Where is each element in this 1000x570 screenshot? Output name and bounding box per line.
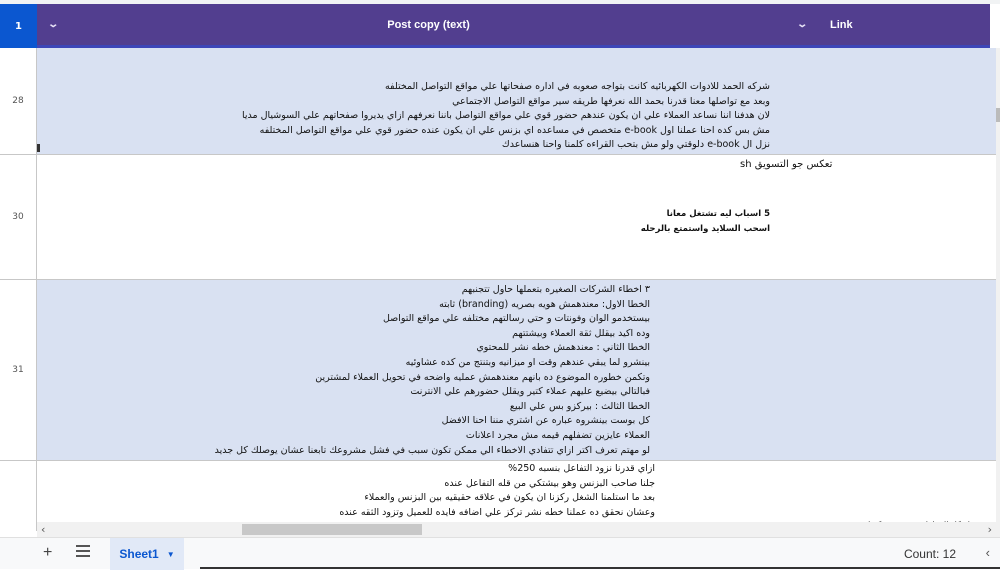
cell-text: sh تعكس جو التسويق <box>740 159 833 170</box>
row-number[interactable]: 28 <box>0 48 37 154</box>
sheet-tab-label: Sheet1 <box>119 547 159 561</box>
post-copy-cell[interactable] <box>37 155 820 279</box>
horizontal-scrollbar[interactable] <box>37 522 1000 537</box>
text-line: كل بوست بينشروه عباره عن اشتري مننا احنا الافضل <box>441 415 650 427</box>
table-row <box>0 461 1000 531</box>
cell-text <box>215 283 650 458</box>
text-line: الخطا الاول: معندهمش هويه بصريه (branding) ثابته <box>439 298 650 310</box>
fill-handle[interactable] <box>37 144 40 152</box>
link-cell[interactable] <box>820 461 1000 531</box>
text-line: العملاء عايزين تضفلهم قيمه مش مجرد اعلانات <box>465 429 650 441</box>
text-line: وده اكيد بيقلل ثقة العملاء وبيشتتهم <box>512 327 650 339</box>
scroll-left-arrow-icon[interactable]: ‹ <box>41 523 46 536</box>
text-line: لو مهتم تعرف اكتر ازاي تتفادي الاخطاء الي ممكن تكون سبب في فشل مشروعك تابعنا عشان يوصلك كل جديد <box>214 444 650 456</box>
add-sheet-button[interactable]: + <box>43 544 53 561</box>
text-line: وعشان نحقق ده عملنا خطه نشر تركز علي اضافه فايده للعميل وتزود الثقه عنده <box>339 506 655 518</box>
link-cell[interactable] <box>820 48 1000 154</box>
cell-text <box>641 207 770 236</box>
text-line: بعد ما استلمنا الشغل ركزنا ان يكون في علاقه حقيقيه بين البزنس والعملاء <box>364 492 655 504</box>
chevron-down-icon[interactable]: ⌄ <box>47 19 60 30</box>
post-copy-cell[interactable] <box>37 280 820 460</box>
sheet-tab-sheet1[interactable] <box>110 538 184 570</box>
text-line: مش بس كده احنا عملنا اول e-book متخصص في مساعده اي بزنس علي ان يكون عنده حضور قوي علي مواقع التواصل المختلفه <box>259 124 770 136</box>
row-number[interactable]: 31 <box>0 280 37 460</box>
sheet-bar <box>0 537 1000 569</box>
text-line: نزل ال e-book دلوقتي ولو مش بتحب القراءه كلمنا واحنا هنساعدك <box>501 139 770 151</box>
cell-text <box>242 80 770 153</box>
post-copy-cell[interactable] <box>37 48 820 154</box>
caret-down-icon[interactable]: ▼ <box>166 549 175 559</box>
header-row <box>0 4 1000 48</box>
table-row <box>0 48 1000 155</box>
text-line: الخطا الثاني : معندهمش خطه نشر للمحتوي <box>476 342 650 354</box>
link-cell[interactable] <box>740 155 1000 279</box>
table-row <box>0 155 1000 280</box>
text-line: جلنا صاحب البزنس وهو بيشتكي من قله التفاعل عنده <box>444 477 655 489</box>
horizontal-scroll-thumb[interactable] <box>242 524 422 535</box>
text-line: ازاي قدرنا نزود التفاعل بنسبه 250% <box>508 463 655 474</box>
text-line: شركه الحمد للادوات الكهربائيه كانت بتواجه صعوبه في اداره صفحاتها علي مواقع التواصل المختلفه <box>384 81 770 92</box>
column-header-post-copy[interactable] <box>37 4 820 48</box>
text-line: لان هدفنا اننا نساعد العملاء علي ان يكون عندهم حضور قوي علي مواقع التواصل باننا نعرفهم ازاي يديروا صفحاتهم علي السوشيال مديا <box>241 110 770 122</box>
text-line: وبعد مع تواصلها معنا قدرنا بحمد الله نعرفها طريقه سير مواقع التواصل الاجتماعي <box>452 95 770 107</box>
text-line: ٣ اخطاء الشركات الصغيره بتعملها حاول تتجنبهم <box>461 284 650 295</box>
text-line: بيستخدمو الوان وفونتات و حتي رسالتهم مختلفه علي مواقع التواصل <box>382 313 650 325</box>
text-line: اسحب السلايد واستمتع بالرحله <box>640 223 770 234</box>
text-line: بينشرو لما يبقي عندهم وقت او ميزانيه وبتنتج من كده عشاوئيه <box>405 356 650 368</box>
post-copy-cell[interactable] <box>37 461 820 531</box>
vertical-scrollbar[interactable] <box>996 48 1000 522</box>
rows-container <box>0 48 1000 531</box>
text-line: 5 اسباب ليه تشتغل معانا <box>666 209 770 219</box>
vertical-scroll-thumb[interactable] <box>996 108 1000 122</box>
column-title: Link <box>830 18 853 31</box>
scroll-right-arrow-icon[interactable]: › <box>987 523 992 536</box>
link-cell[interactable] <box>820 280 1000 460</box>
column-header-link[interactable] <box>820 4 990 48</box>
cell-text <box>339 462 655 520</box>
table-row <box>0 280 1000 461</box>
all-sheets-menu-icon[interactable] <box>76 545 90 557</box>
text-line: وتكمن خطوره الموضوع ده بانهم معندهمش عمليه واضحه في تحويل العملاء لمشترين <box>315 371 650 383</box>
row-header-1[interactable]: 1 <box>0 4 37 48</box>
row-number[interactable]: 30 <box>0 155 37 279</box>
text-line: الخطا الثالث : بيركزو بس علي البيع <box>509 400 650 412</box>
selection-count[interactable]: Count: 12 <box>903 547 956 561</box>
collapse-panel-icon[interactable]: ‹ <box>985 545 990 560</box>
row-number[interactable] <box>0 461 37 531</box>
text-line: فبالتالي بيضيع عليهم عملاء كتير ويقلل حضورهم علي الانترنت <box>410 386 650 398</box>
column-title: Post copy (text) <box>387 18 470 31</box>
chevron-down-icon[interactable]: ⌄ <box>795 19 808 30</box>
bottom-edge <box>200 567 1000 569</box>
